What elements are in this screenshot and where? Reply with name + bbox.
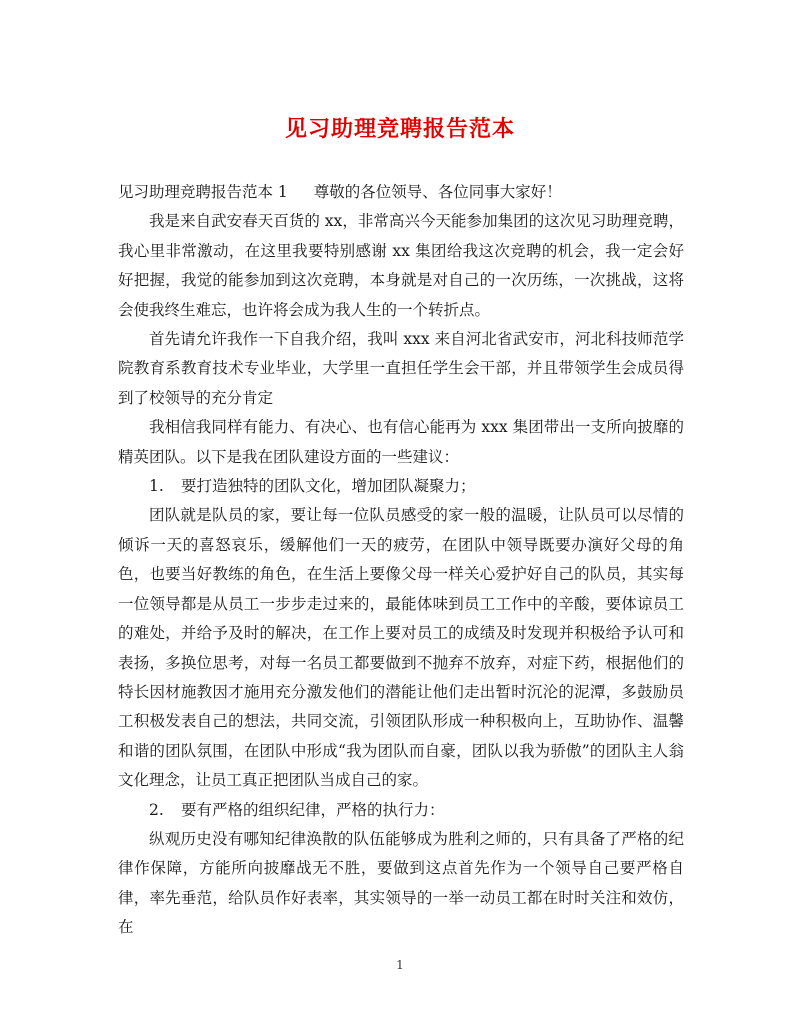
paragraph-2: 首先请允许我作一下自我介绍，我叫 xxx 来自河北省武安市，河北科技师范学院教育系教育技术专业毕业，大学里一直担任学生会干部，并且带领学生会成员得到了校领导的充分肯定 (118, 330, 684, 407)
greeting: 尊敬的各位领导、各位同事大家好！ (313, 183, 562, 201)
list-item-1-number: 1. (149, 477, 164, 496)
list-item-2-text: 要有严格的组织纪律，严格的执行力： (181, 800, 445, 819)
paragraph-3: 我相信我同样有能力、有决心、也有信心能再为 xxx 集团带出一支所向披靡的精英团队。以下是我在团队建设方面的一些建议： (118, 418, 684, 466)
page-number: 1 (396, 958, 404, 972)
paragraph-1: 我是来自武安春天百货的 xx，非常高兴今天能参加集团的这次见习助理竞聘，我心里非常激动，在这里我要特别感谢 xx 集团给我这次竞聘的机会，我一定会好好把握，我觉的能参加到这次竞聘，本身就是对自己的一次历练，一次挑战，这将会使我终生难忘，也许将会成为我人生的一个转折点。 (118, 212, 684, 319)
list-item-1-text: 要打造独特的团队文化，增加团队凝聚力； (181, 477, 476, 496)
list-item-2 (118, 796, 684, 825)
paragraph-4: 团队就是队员的家，要让每一位队员感受的家一般的温暖，让队员可以尽情的倾诉一天的喜怒哀乐，缓解他们一天的疲劳，在团队中领导既要办演好父母的角色，也要当好教练的角色，在生活上要像父母一样关心爱护好自己的队员，其实每一位领导都是从员工一步步走过来的，最能体味到员工工作中的辛酸，要体谅员工的难处，并给予及时的解决，在工作上要对员工的成绩及时发现并积极给予认可和表扬，多换位思考，对每一名员工都要做到不抛弃不放弃，对症下药，根据他们的特长因材施教因才施用充分激发他们的潜能让他们走出暂时沉沦的泥潭，多鼓励员工积极发表自己的想法，共同交流，引领团队形成一种积极向上，互助协作、温馨和谐的团队氛围，在团队中形成“我为团队而自豪，团队以我为骄傲”的团队主人翁文化理念，让员工真正把团队当成自己的家。 (118, 506, 684, 790)
lead-heading: 见习助理竞聘报告范本 1 (118, 183, 288, 201)
page-title: 见习助理竞聘报告范本 (284, 116, 515, 142)
list-item-2-number: 2. (149, 800, 164, 819)
lead-paragraph (118, 178, 684, 207)
list-item-1 (118, 472, 684, 501)
document-body (118, 178, 684, 943)
paragraph-5: 纵观历史没有哪知纪律涣散的队伍能够成为胜利之师的，只有具备了严格的纪律作保障，方能所向披靡战无不胜，要做到这点首先作为一个领导自己要严格自律，率先垂范，给队员作好表率，其实领导的一举一动员工都在时时关注和效仿，在 (118, 829, 684, 937)
